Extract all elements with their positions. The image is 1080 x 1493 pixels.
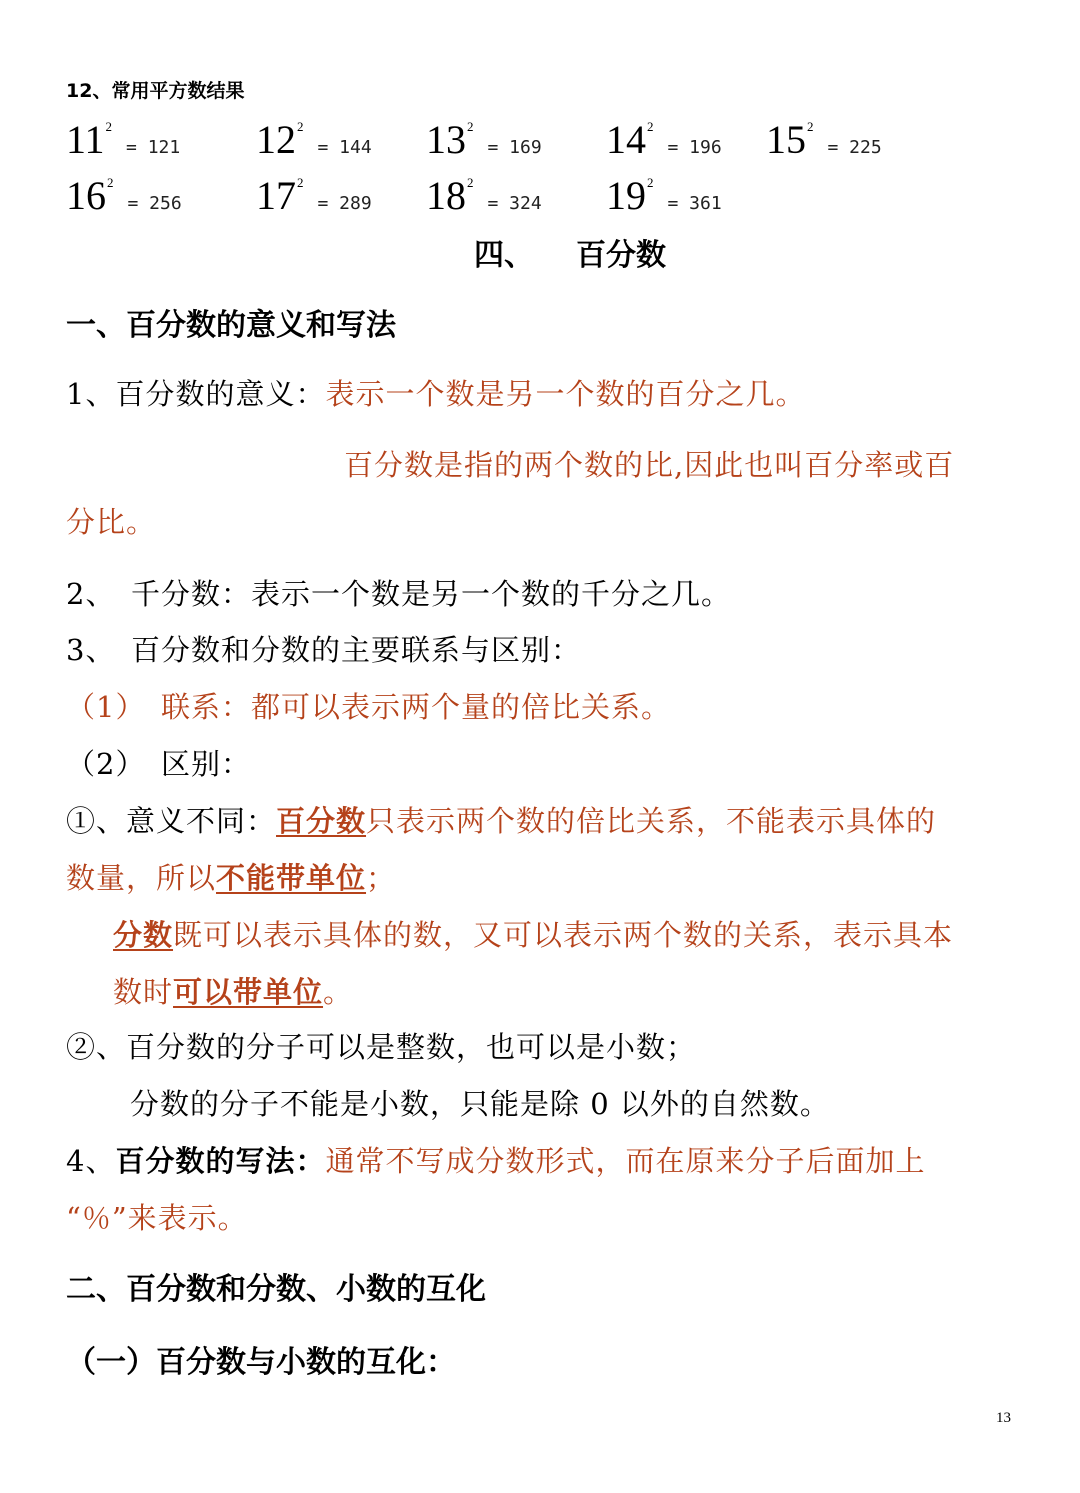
difference-1b-line2 [113, 970, 353, 1011]
paragraph-3: 3、 百分数和分数的主要联系与区别： [66, 633, 581, 667]
square-15 [766, 117, 882, 162]
square-17 [256, 173, 372, 218]
square-14 [606, 117, 722, 162]
p1-label: 1、百分数的意义： [66, 377, 326, 411]
square-result: = 196 [667, 137, 722, 158]
square-result: = 289 [317, 193, 372, 214]
d1b-underline-fraction: 分数 [113, 918, 174, 952]
square-base: 16 [66, 173, 106, 218]
square-exp: 2 [647, 119, 654, 134]
square-base: 17 [256, 173, 296, 218]
square-result: = 361 [667, 193, 722, 214]
square-exp: 2 [297, 175, 304, 190]
paragraph-2: 2、 千分数：表示一个数是另一个数的千分之几。 [66, 577, 731, 611]
chapter-title [474, 230, 666, 274]
d1b-text1: 既可以表示具体的数，又可以表示两个数的关系，表示具本 [173, 918, 954, 952]
square-result: = 169 [487, 137, 542, 158]
square-exp: 2 [807, 119, 814, 134]
square-11 [66, 117, 181, 162]
square-base: 19 [606, 173, 646, 218]
chapter-name: 百分数 [576, 238, 666, 273]
d1-underline-percent: 百分数 [276, 804, 367, 838]
difference-2-line1: ②、百分数的分子可以是整数，也可以是小数； [66, 1030, 697, 1064]
chapter-number: 四、 [474, 238, 534, 273]
square-18 [426, 173, 542, 218]
square-19 [606, 173, 722, 218]
square-base: 14 [606, 117, 646, 162]
square-exp: 2 [297, 119, 304, 134]
paragraph-1 [66, 372, 805, 413]
paragraph-1b-line1: 百分数是指的两个数的比,因此也叫百分率或百 [344, 448, 955, 482]
d1b-end: 。 [323, 975, 354, 1009]
p3-1-label: （1） 联系： [66, 690, 251, 724]
difference-2-line2: 分数的分子不能是小数，只能是除 0 以外的自然数。 [130, 1087, 830, 1121]
difference-1b-line1 [113, 913, 953, 954]
square-exp: 2 [105, 119, 113, 134]
square-13 [426, 117, 542, 162]
heading-squares: 12、常用平方数结果 [66, 80, 245, 102]
square-result: = 324 [487, 193, 542, 214]
d1-text2: 数量，所以 [66, 861, 217, 895]
square-12 [256, 117, 372, 162]
p4-label: 4、 [66, 1144, 116, 1178]
square-exp: 2 [467, 119, 474, 134]
p4-bold: 百分数的写法： [115, 1144, 326, 1178]
p3-1-text: 都可以表示两个量的倍比关系。 [250, 690, 671, 724]
section-heading-2: 二、百分数和分数、小数的互化 [66, 1272, 486, 1307]
d1b-text2: 数时 [113, 975, 174, 1009]
paragraph-3-1 [66, 685, 671, 726]
square-base: 15 [766, 117, 806, 162]
paragraph-4-line1 [66, 1139, 925, 1180]
paragraph-1b-line2: 分比。 [66, 505, 157, 539]
page-number: 13 [996, 1410, 1011, 1426]
paragraph-3-2: （2） 区别： [66, 747, 251, 781]
square-result: = 225 [827, 137, 882, 158]
p1-definition: 表示一个数是另一个数的百分之几。 [325, 377, 806, 411]
square-exp: 2 [467, 175, 474, 190]
square-base: 12 [256, 117, 296, 162]
paragraph-4-line2: “％”来表示。 [66, 1201, 248, 1235]
subsection-heading-1: （一）百分数与小数的互化： [66, 1345, 456, 1380]
square-result: = 121 [126, 137, 181, 158]
square-base: 18 [426, 173, 466, 218]
section-heading-1: 一、百分数的意义和写法 [66, 308, 396, 343]
square-result: = 144 [317, 137, 372, 158]
d1b-underline-with-unit: 可以带单位 [173, 975, 324, 1009]
p4-text1: 通常不写成分数形式，而在原来分子后面加上 [325, 1144, 926, 1178]
difference-1-line2 [66, 856, 396, 897]
square-exp: 2 [647, 175, 654, 190]
square-result: = 256 [127, 193, 182, 214]
square-16 [66, 173, 182, 218]
d1-end: ； [366, 861, 397, 895]
square-base: 11 [66, 117, 105, 162]
d1-underline-no-unit: 不能带单位 [216, 861, 367, 895]
d1-label: ①、意义不同： [66, 804, 277, 838]
d1-text1: 只表示两个数的倍比关系，不能表示具体的 [366, 804, 937, 838]
square-base: 13 [426, 117, 466, 162]
difference-1-line1 [66, 799, 936, 840]
square-exp: 2 [107, 175, 114, 190]
